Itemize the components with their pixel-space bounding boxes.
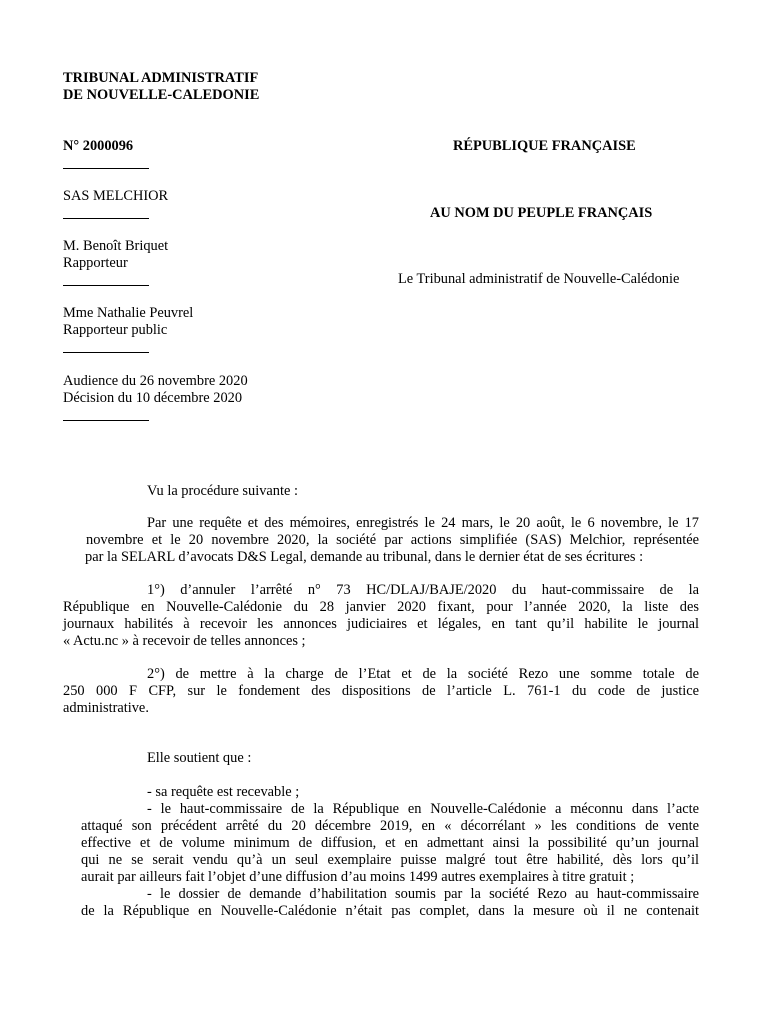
claim-admissible: - sa requête est recevable ; bbox=[147, 784, 300, 800]
claim-annul-paragraph bbox=[63, 582, 699, 650]
misconduct-line-3: effective et de volume minimum de diffusion, et en admettant ainsi la possibilité qu’un journal bbox=[81, 835, 699, 851]
annul-line-1: 1°) d’annuler l’arrêté n° 73 HC/DLAJ/BAJE/2020 du haut-commissaire de la bbox=[147, 582, 699, 598]
request-line-2: novembre et le 20 novembre 2020, la société par actions simplifiée (SAS) Melchior, représentée bbox=[86, 532, 699, 548]
in-the-name-heading: AU NOM DU PEUPLE FRANÇAIS bbox=[430, 205, 653, 221]
misconduct-line-2: attaqué son précédent arrêté du 20 décembre 2019, en « décorrélant » les conditions de vente bbox=[81, 818, 699, 834]
procedure-intro: Vu la procédure suivante : bbox=[147, 483, 298, 499]
public-rapporteur-title: Rapporteur public bbox=[63, 322, 168, 338]
misconduct-line-4: qui ne se serait vendu qu’à un seul exemplaire puisse malgré tout être habilité, dès lors qu’il bbox=[81, 852, 699, 868]
separator-2 bbox=[63, 218, 149, 219]
court-name-line1: TRIBUNAL ADMINISTRATIF bbox=[63, 70, 259, 86]
claim-incomplete-paragraph bbox=[81, 886, 699, 920]
court-name-line2: DE NOUVELLE-CALEDONIE bbox=[63, 87, 260, 103]
incomplete-line-2: de la République en Nouvelle-Calédonie n’était pas complet, dans la mesure où il ne contenait bbox=[81, 903, 699, 919]
republic-heading: RÉPUBLIQUE FRANÇAISE bbox=[453, 138, 636, 154]
claims-intro: Elle soutient que : bbox=[147, 750, 252, 766]
decision-date: Décision du 10 décembre 2020 bbox=[63, 390, 243, 406]
costs-line-1: 2°) de mettre à la charge de l’Etat et de la société Rezo une somme totale de bbox=[147, 666, 699, 682]
hearing-date: Audience du 26 novembre 2020 bbox=[63, 373, 248, 389]
request-line-1: Par une requête et des mémoires, enregistrés le 24 mars, le 20 août, le 6 novembre, le 17 bbox=[147, 515, 699, 531]
costs-line-3: administrative. bbox=[63, 700, 149, 716]
misconduct-line-5: aurait par ailleurs fait l’objet d’une diffusion d’au moins 1499 autres exemplaires à titre gratuit ; bbox=[81, 869, 635, 885]
tribunal-statement: Le Tribunal administratif de Nouvelle-Calédonie bbox=[398, 271, 680, 287]
claim-costs-paragraph bbox=[63, 666, 699, 717]
request-paragraph bbox=[86, 515, 699, 566]
separator-5 bbox=[63, 420, 149, 421]
claim-misconduct-paragraph bbox=[81, 801, 699, 886]
case-number: N° 2000096 bbox=[63, 138, 134, 154]
rapporteur-name: M. Benoît Briquet bbox=[63, 238, 169, 254]
annul-line-3: journaux habilités à recevoir les annonces judiciaires et légales, en tant qu’il habilite le journal bbox=[63, 616, 699, 632]
separator-4 bbox=[63, 352, 149, 353]
request-line-3: par la SELARL d’avocats D&S Legal, demande au tribunal, dans le dernier état de ses écritures : bbox=[85, 549, 644, 565]
separator-1 bbox=[63, 168, 149, 169]
incomplete-line-1: - le dossier de demande d’habilitation soumis par la société Rezo au haut-commissaire bbox=[147, 886, 699, 902]
separator-3 bbox=[63, 285, 149, 286]
public-rapporteur-name: Mme Nathalie Peuvrel bbox=[63, 305, 194, 321]
costs-line-2: 250 000 F CFP, sur le fondement des dispositions de l’article L. 761-1 du code de justice bbox=[63, 683, 699, 699]
party-name: SAS MELCHIOR bbox=[63, 188, 169, 204]
misconduct-line-1: - le haut-commissaire de la République en Nouvelle-Calédonie a méconnu dans l’acte bbox=[147, 801, 699, 817]
rapporteur-title: Rapporteur bbox=[63, 255, 128, 271]
annul-line-2: République en Nouvelle-Calédonie du 28 janvier 2020 fixant, pour l’année 2020, la liste des bbox=[63, 599, 699, 615]
annul-line-4: « Actu.nc » à recevoir de telles annonces ; bbox=[63, 633, 306, 649]
